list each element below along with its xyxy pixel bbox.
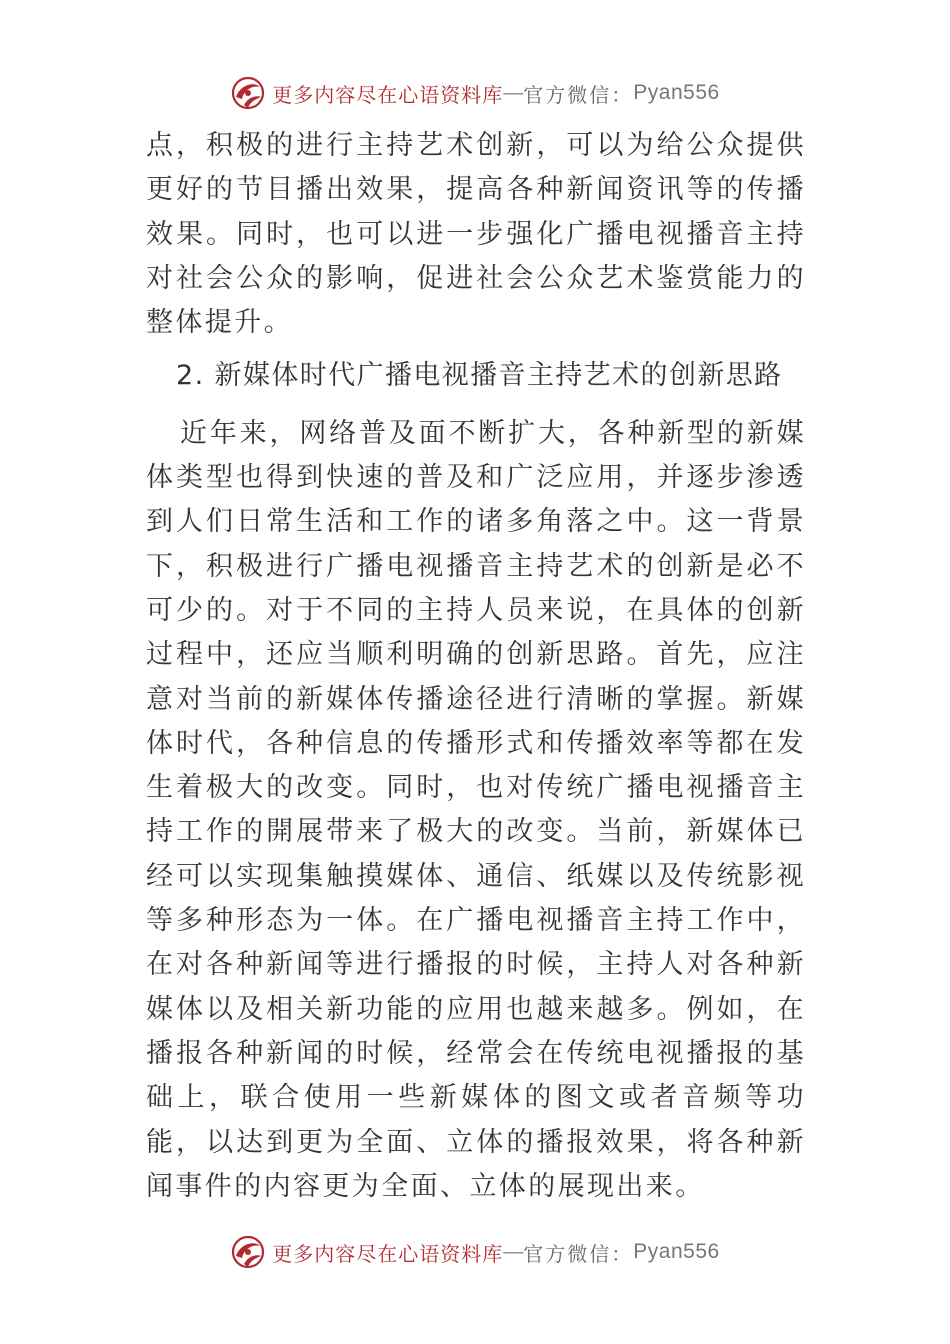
document-body — [146, 124, 806, 1209]
footer-wechat-id: Pyan556 — [633, 1240, 720, 1263]
footer-banner — [0, 1229, 950, 1275]
header-wechat-id: Pyan556 — [633, 81, 720, 104]
logo-icon — [230, 75, 266, 111]
section-heading: 2. 新媒体时代广播电视播音主持艺术的创新思路 — [176, 360, 783, 392]
header-banner — [0, 70, 950, 116]
paragraph-continued: 点，积极的进行主持艺术创新，可以为给公众提供更好的节目播出效果，提高各种新闻资讯等的传播效果。同时，也可以进一步强化广播电视播音主持对社会公众的影响，促进社会公众艺术鉴赏能力的整体提升。 — [146, 130, 806, 339]
logo-icon — [230, 1234, 266, 1270]
footer-wechat-label: 官方微信： — [523, 1241, 634, 1266]
footer-dash: — — [503, 1240, 524, 1263]
header-wechat-label: 官方微信： — [523, 82, 634, 107]
footer-brand-text: 更多内容尽在心语资料库 — [272, 1241, 504, 1266]
header-brand-text: 更多内容尽在心语资料库 — [272, 82, 504, 107]
header-dash: — — [503, 81, 524, 104]
paragraph-main: 近年来，网络普及面不断扩大，各种新型的新媒体类型也得到快速的普及和广泛应用，并逐步渗透到人们日常生活和工作的诸多角落之中。这一背景下，积极进行广播电视播音主持艺术的创新是必不可少的。对于不同的主持人员来说，在具体的创新过程中，还应当顺利明确的创新思路。首先，应注意对当前的新媒体传播途径进行清晰的掌握。新媒体时代，各种信息的传播形式和传播效率等都在发生着极大的改变。同时，也对传统广播电视播音主持工作的開展带来了极大的改变。当前，新媒体已经可以实现集触摸媒体、通信、纸媒以及传统影视等多种形态为一体。在广播电视播音主持工作中，在对各种新闻等进行播报的时候，主持人对各种新媒体以及相关新功能的应用也越来越多。例如，在播报各种新闻的时候，经常会在传统电视播报的基础上，联合使用一些新媒体的图文或者音频等功能，以达到更为全面、立体的播报效果，将各种新闻事件的内容更为全面、立体的展现出来。 — [146, 417, 806, 1202]
